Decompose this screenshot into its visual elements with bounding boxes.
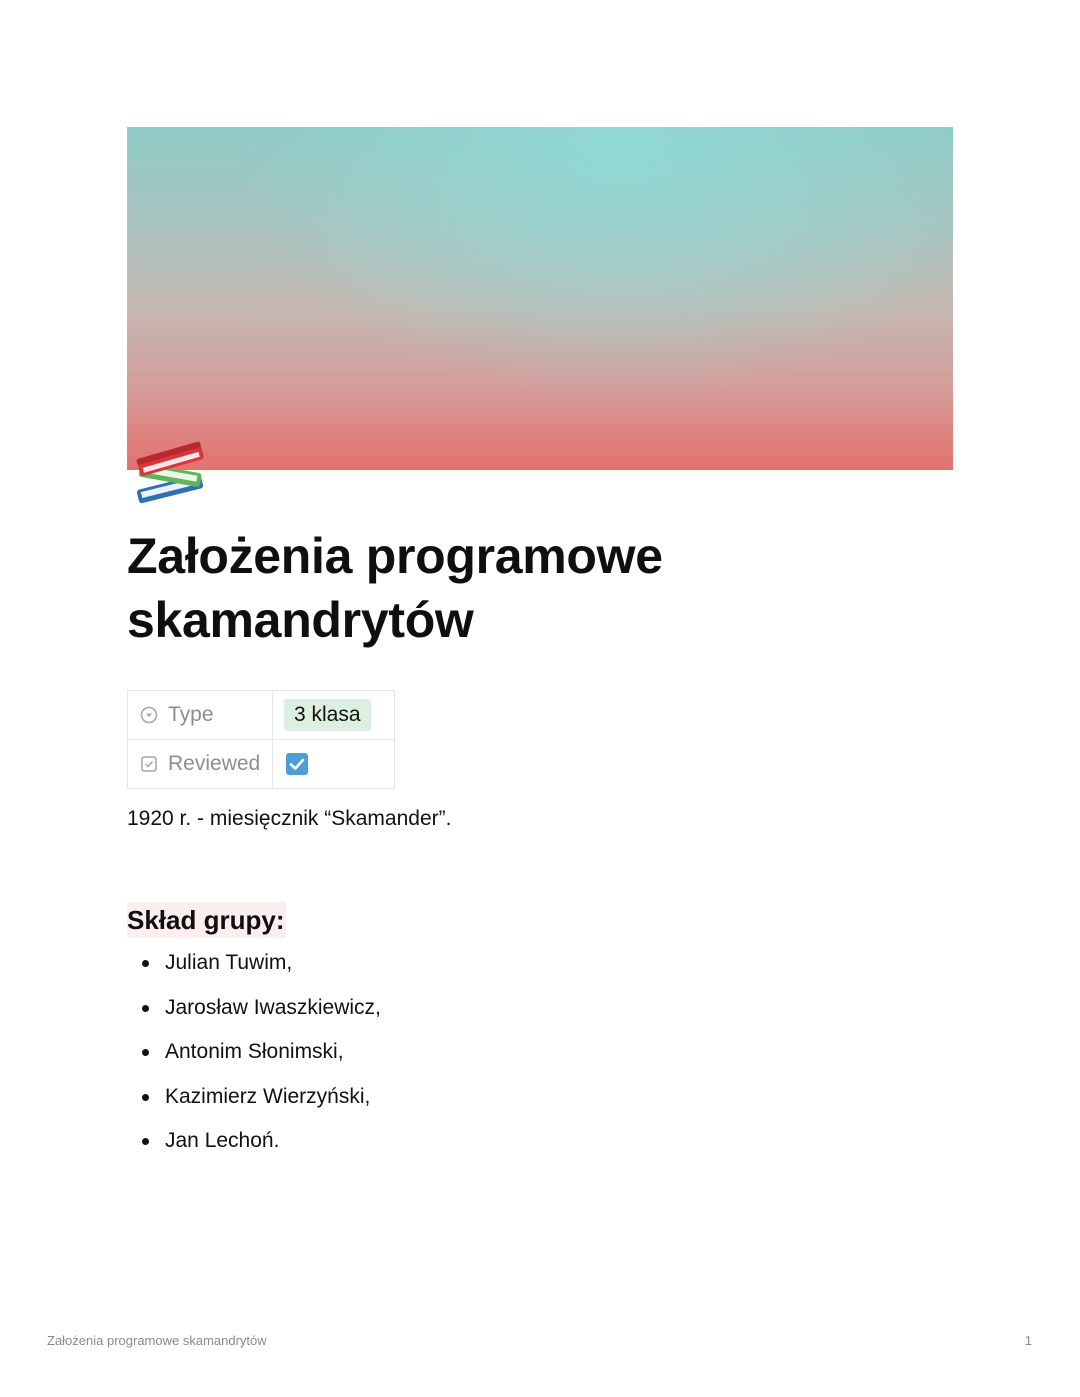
select-icon xyxy=(140,706,158,724)
property-key xyxy=(128,740,273,789)
books-icon xyxy=(131,434,209,510)
members-list xyxy=(127,948,381,1171)
type-tag[interactable]: 3 klasa xyxy=(284,699,371,731)
reviewed-checkbox[interactable] xyxy=(286,753,308,775)
property-key xyxy=(128,691,273,740)
list-item: Jan Lechoń. xyxy=(127,1126,381,1171)
property-value[interactable] xyxy=(273,740,395,789)
check-icon xyxy=(286,753,308,775)
section-heading: Skład grupy: xyxy=(127,902,286,938)
page-number: 1 xyxy=(1024,1333,1032,1348)
property-row-reviewed xyxy=(128,740,395,789)
properties-table xyxy=(127,690,395,789)
checkbox-icon xyxy=(140,755,158,773)
property-label: Reviewed xyxy=(168,752,261,775)
property-row-type xyxy=(128,691,395,740)
page-title: Założenia programowe skamandrytów xyxy=(127,528,663,648)
list-item: Antonim Słonimski, xyxy=(127,1037,381,1082)
list-item: Julian Tuwim, xyxy=(127,948,381,993)
list-item: Jarosław Iwaszkiewicz, xyxy=(127,993,381,1038)
list-item: Kazimierz Wierzyński, xyxy=(127,1082,381,1127)
footer-title: Założenia programowe skamandrytów xyxy=(47,1333,267,1348)
property-value[interactable] xyxy=(273,691,395,740)
cover-image xyxy=(127,127,953,470)
intro-paragraph: 1920 r. - miesięcznik “Skamander”. xyxy=(127,807,452,830)
property-label: Type xyxy=(168,703,214,726)
